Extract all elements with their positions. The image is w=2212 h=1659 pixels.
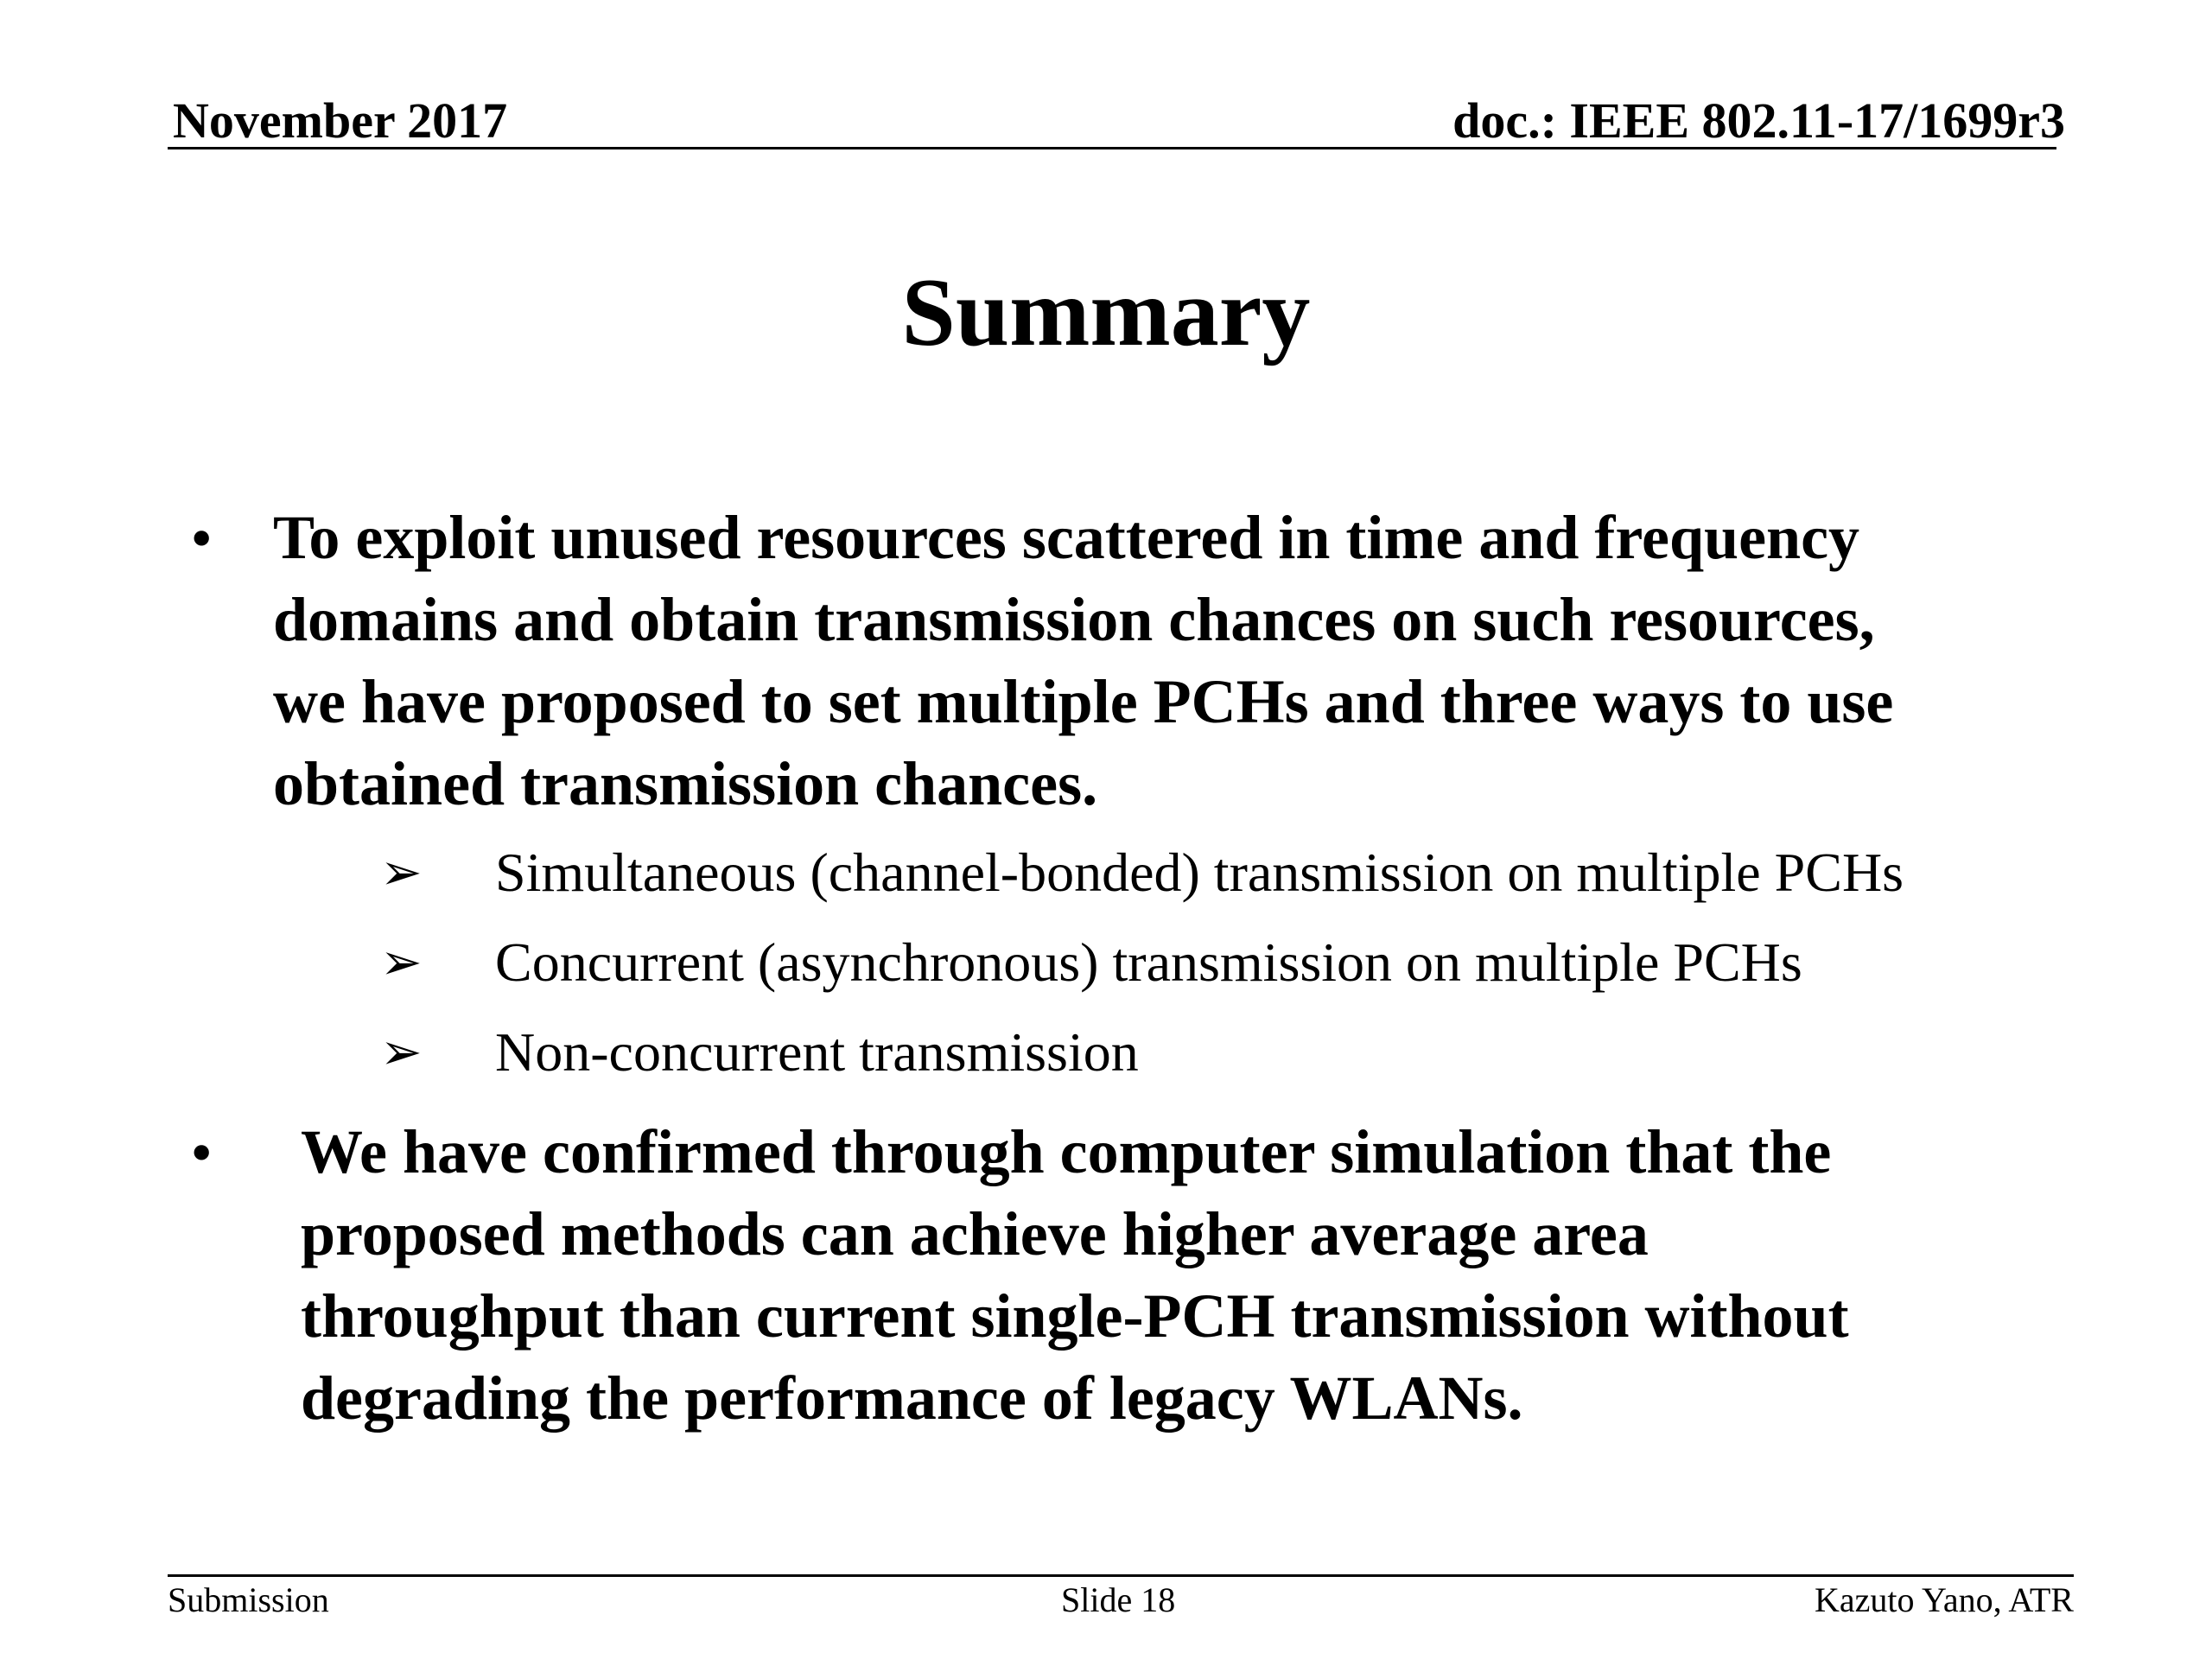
footer-slide-number: Slide 18 xyxy=(1061,1580,1176,1619)
sub-item-text: Simultaneous (channel-bonded) transmission on multiple PCHs xyxy=(495,842,1904,903)
bullet-2-line: throughput than current single-PCH transmission without xyxy=(301,1281,1849,1351)
bullet-1-line: obtained transmission chances. xyxy=(273,749,1098,818)
bullet-dot-1: • xyxy=(192,507,212,569)
footer-divider xyxy=(168,1574,2074,1577)
footer-author: Kazuto Yano, ATR xyxy=(1814,1580,2074,1619)
bullet-1-line: we have proposed to set multiple PCHs and three ways to use xyxy=(273,667,1894,736)
footer-submission: Submission xyxy=(168,1580,329,1619)
sub-item-text: Non-concurrent transmission xyxy=(495,1021,1139,1083)
bullet-2 xyxy=(301,1111,1849,1440)
bullet-1-line: domains and obtain transmission chances on such resources, xyxy=(273,585,1875,654)
arrow-bullet-icon: ➢ xyxy=(380,934,423,990)
arrow-bullet-icon: ➢ xyxy=(380,1024,423,1080)
bullet-2-line: proposed methods can achieve higher average area xyxy=(301,1199,1649,1268)
sub-item-text: Concurrent (asynchronous) transmission on multiple PCHs xyxy=(495,931,1802,993)
bullet-1 xyxy=(273,497,1893,825)
header-divider xyxy=(168,147,2056,149)
bullet-1-line: To exploit unused resources scattered in time and frequency xyxy=(273,503,1860,572)
bullet-2-line: degrading the performance of legacy WLANs. xyxy=(301,1363,1523,1433)
slide-title: Summary xyxy=(901,259,1311,366)
arrow-bullet-icon: ➢ xyxy=(380,844,423,900)
bullet-dot-2: • xyxy=(192,1122,212,1183)
header-doc-id: doc.: IEEE 802.11-17/1699r3 xyxy=(1452,92,2065,149)
bullet-2-line: We have confirmed through computer simulation that the xyxy=(301,1117,1832,1186)
header-date: November 2017 xyxy=(173,92,508,149)
